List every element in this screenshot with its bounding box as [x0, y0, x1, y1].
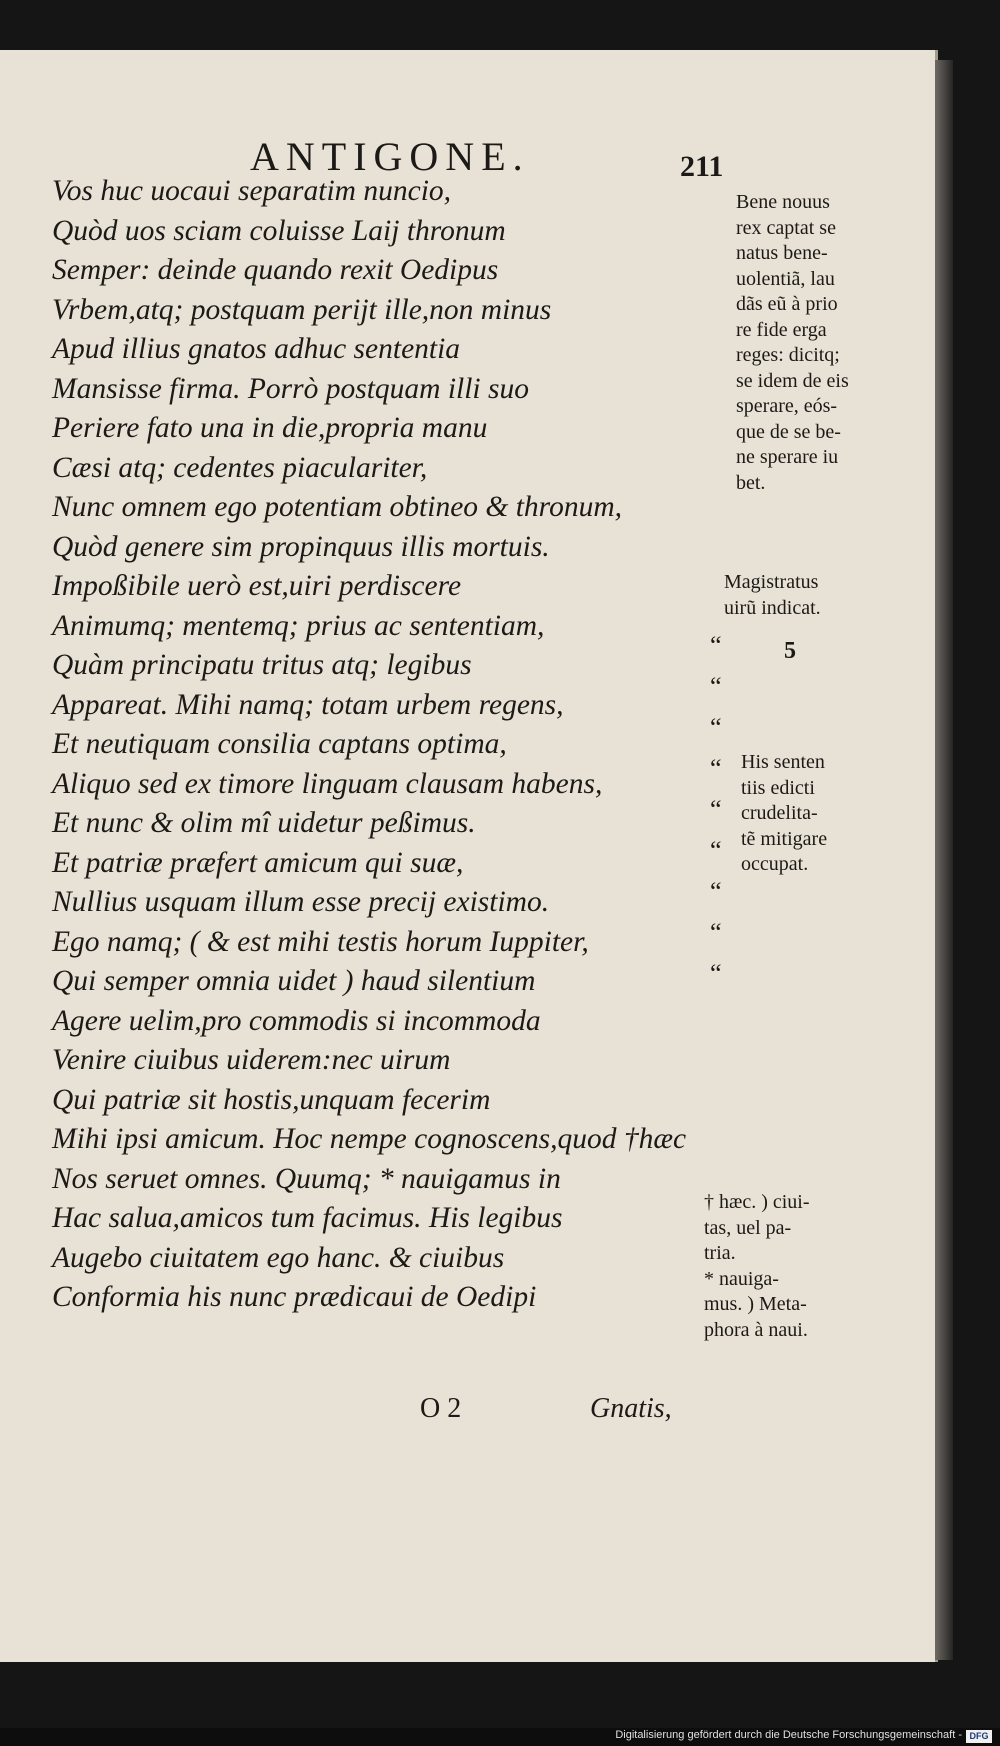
margin-note-line: tria.	[704, 1242, 736, 1264]
quote-mark: “	[710, 877, 722, 906]
margin-note-line: His senten	[741, 751, 825, 773]
running-head: ANTIGONE.	[250, 134, 530, 179]
verse-line: Qui semper omnia uidet ) haud silentium	[52, 965, 536, 997]
margin-note-1	[736, 190, 849, 496]
margin-note-line: bet.	[736, 471, 766, 494]
margin-note-line: se idem de eis	[736, 369, 849, 392]
page-number: 211	[680, 150, 724, 183]
verse-line: Vrbem,atq; postquam perijt ille,non minus	[52, 293, 552, 326]
margin-note-line: dãs eũ à prio	[736, 293, 838, 315]
margin-note-line: crudelita-	[741, 802, 818, 824]
margin-note-line: que de se be-	[736, 420, 841, 443]
margin-note-line: † hæc. ) ciui-	[704, 1191, 810, 1213]
verse-line: Et patriæ præfert amicum qui suæ,	[52, 846, 464, 879]
verse-line: Et nunc & olim mî uidetur peßimus.	[52, 807, 476, 839]
quote-mark: “	[710, 795, 722, 824]
margin-note-line: ne sperare iu	[736, 446, 839, 468]
quote-mark: “	[710, 672, 722, 701]
verse-line: Et neutiquam consilia captans optima,	[52, 728, 507, 760]
margin-note-line: rex captat se	[736, 216, 836, 239]
verse-line: Hac salua,amicos tum facimus. His legibus	[52, 1202, 563, 1234]
verse-line: Impoßibile uerò est,uiri perdiscere	[52, 570, 462, 602]
margin-note-2	[724, 570, 821, 621]
margin-note-line: tiis edicti	[741, 776, 815, 799]
catchword: Gnatis,	[590, 1393, 672, 1424]
quote-mark: “	[710, 836, 722, 865]
verse-line: Venire ciuibus uiderem:nec uirum	[52, 1044, 451, 1076]
verse-line: Cæsi atq; cedentes piaculariter,	[52, 451, 428, 484]
verse-line: Semper: deinde quando rexit Oedipus	[52, 254, 499, 286]
verse-line: Conformia his nunc prædicaui de Oedipi	[52, 1281, 537, 1313]
verse-line: Agere uelim,pro commodis si incommoda	[52, 1004, 541, 1037]
margin-note-line: reges: dicitq;	[736, 344, 840, 366]
margin-note-line: phora à naui.	[704, 1318, 808, 1341]
margin-note-line: tas, uel pa-	[704, 1216, 792, 1239]
margin-note-line: * nauiga-	[704, 1267, 779, 1290]
verse-line: Quòd uos sciam coluisse Laij thronum	[52, 214, 506, 247]
margin-note-line: sperare, eós-	[736, 395, 838, 417]
verse-line: Quòd genere sim propinquus illis mortuis.	[52, 530, 550, 563]
verse-line: Mansisse firma. Porrò postquam illi suo	[52, 372, 529, 405]
verse-line: Vos huc uocaui separatim nuncio,	[52, 175, 452, 207]
margin-note-line: Bene nouus	[736, 191, 830, 213]
margin-note-4	[704, 1190, 810, 1343]
verse-line: Nos seruet omnes. Quumq; * nauigamus in	[52, 1162, 561, 1195]
verse-line: Periere fato una in die,propria manu	[52, 412, 488, 444]
line-number: 5	[784, 638, 796, 664]
margin-note-line: tẽ mitigare	[741, 827, 828, 850]
signature-mark: O 2	[420, 1393, 462, 1424]
verse-line: Nullius usquam illum esse precij existimo.	[52, 886, 550, 918]
verse-line: Aliquo sed ex timore linguam clausam habens,	[52, 767, 603, 800]
verse-line: Mihi ipsi amicum. Hoc nempe cognoscens,quod †hæc	[52, 1123, 687, 1155]
verse-line: Augebo ciuitatem ego hanc. & ciuibus	[52, 1241, 505, 1274]
margin-note-line: uirũ indicat.	[724, 596, 821, 619]
margin-note-line: occupat.	[741, 853, 809, 875]
quote-mark: “	[710, 918, 722, 947]
verse-line: Apud illius gnatos adhuc sententia	[52, 333, 461, 365]
margin-note-line: Magistratus	[724, 571, 819, 593]
quote-mark: “	[710, 713, 722, 742]
margin-note-line: mus. ) Meta-	[704, 1293, 807, 1315]
page-edge-shadow	[935, 60, 953, 1660]
footer-credit: Digitalisierung gefördert durch die Deutsche Forschungsgemeinschaft -	[615, 1729, 962, 1741]
margin-note-line: re fide erga	[736, 318, 827, 341]
quote-mark: “	[710, 959, 722, 988]
verse-line: Ego namq; ( & est mihi testis horum Iuppiter,	[52, 925, 589, 958]
quote-marks-column	[710, 625, 722, 994]
margin-note-line: natus bene-	[736, 242, 828, 264]
verse-line: Qui patriæ sit hostis,unquam fecerim	[52, 1083, 491, 1116]
quote-mark: “	[710, 754, 722, 783]
verse-line: Animumq; mentemq; prius ac sententiam,	[52, 609, 545, 642]
quote-mark: “	[710, 631, 722, 660]
verse-line: Appareat. Mihi namq; totam urbem regens,	[52, 688, 564, 721]
verse-text	[52, 172, 692, 1318]
verse-line: Nunc omnem ego potentiam obtineo & thronum,	[52, 491, 622, 523]
margin-note-3	[741, 750, 827, 878]
margin-note-line: uolentiã, lau	[736, 267, 835, 290]
dfg-logo: DFG	[966, 1730, 992, 1743]
verse-line: Quàm principatu tritus atq; legibus	[52, 649, 472, 681]
